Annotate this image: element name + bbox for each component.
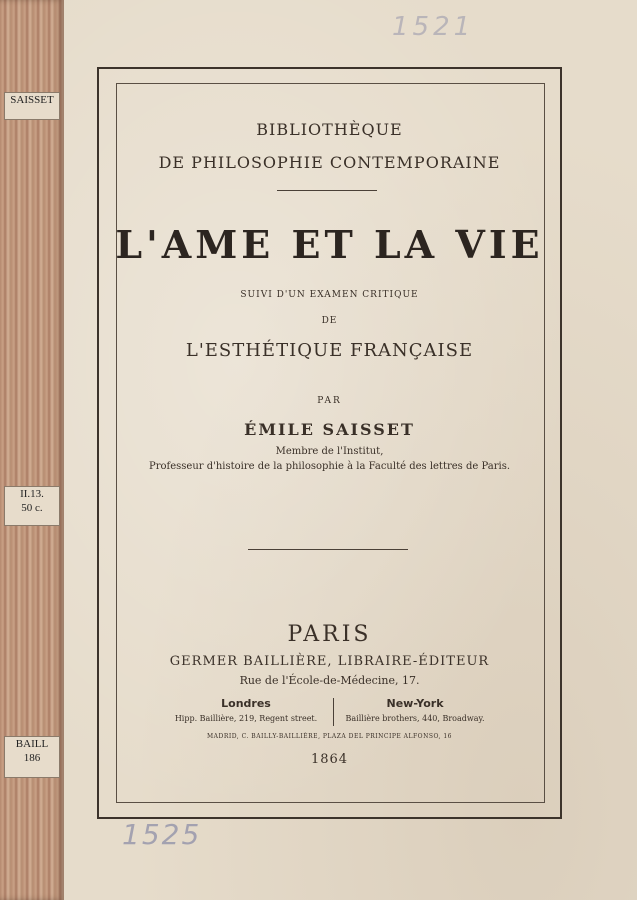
branch-newyork-city: New-York <box>386 697 444 710</box>
author-role-2: Professeur d'histoire de la philosophie à la Faculté des lettres de Paris. <box>148 461 511 472</box>
book-subtitle: L'ESTHÉTIQUE FRANÇAISE <box>185 340 474 361</box>
decorative-rule-bottom <box>248 549 408 550</box>
publisher-address: Rue de l'École-de-Médecine, 17. <box>239 674 420 687</box>
handwritten-number-bottom: 1525 <box>122 818 202 851</box>
branch-divider <box>333 698 334 726</box>
branch-madrid: MADRID, C. BAILLY-BAILLIÈRE, PLAZA DEL PRINCIPE ALFONSO, 16 <box>207 733 452 740</box>
branch-london-address: Hipp. Baillière, 219, Regent street. <box>174 714 318 723</box>
spine-price: 50 c. <box>21 502 43 514</box>
series-title-line1: BIBLIOTHÈQUE <box>256 120 403 139</box>
spine-shelfmark: II.13. <box>20 488 44 500</box>
author-role-1: Membre de l'Institut, <box>275 446 384 457</box>
spine-author: SAISSET <box>10 94 54 106</box>
branch-london-city: Londres <box>221 697 271 710</box>
spine-year: 186 <box>23 752 41 764</box>
publication-city: PARIS <box>287 622 372 647</box>
branch-newyork-address: Baillière brothers, 440, Broadway. <box>345 714 485 723</box>
publication-year: 1864 <box>310 752 349 767</box>
series-title-line2: DE PHILOSOPHIE CONTEMPORAINE <box>158 153 501 172</box>
by-label: PAR <box>317 396 342 406</box>
book-spine <box>0 0 64 900</box>
spine-label-top <box>4 92 60 120</box>
author-name: ÉMILE SAISSET <box>244 420 415 439</box>
decorative-rule-top <box>277 190 377 191</box>
publisher-name: GERMER BAILLIÈRE, LIBRAIRE-ÉDITEUR <box>169 654 490 669</box>
subtitle-intro: SUIVI D'UN EXAMEN CRITIQUE <box>240 290 419 300</box>
book-title: L'AME ET LA VIE <box>115 222 544 267</box>
subtitle-connector: DE <box>321 316 338 326</box>
inner-border-frame <box>116 83 545 803</box>
spine-publisher: BAILL <box>15 738 49 750</box>
spine-label-middle <box>4 486 60 526</box>
spine-label-bottom <box>4 736 60 778</box>
handwritten-number-top: 1521 <box>392 12 475 42</box>
